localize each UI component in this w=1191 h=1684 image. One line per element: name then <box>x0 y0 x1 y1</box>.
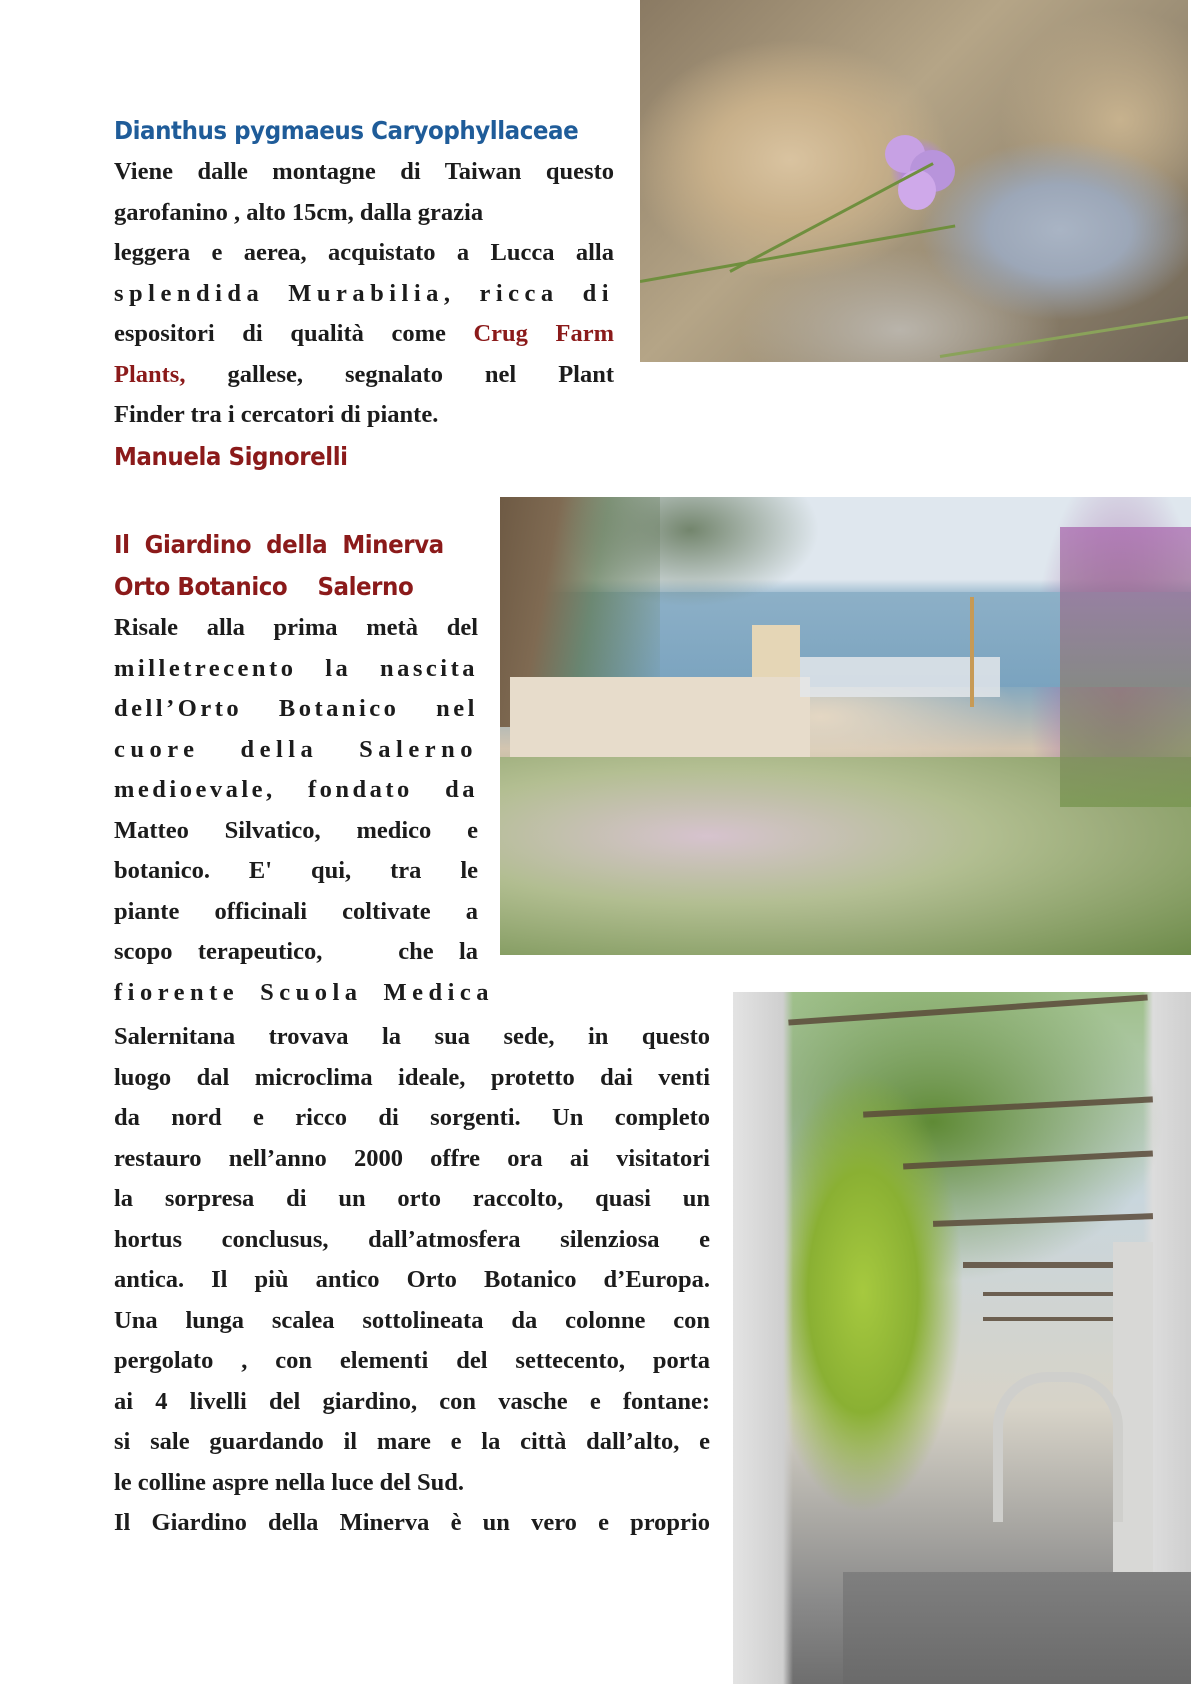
text-line: restauro nell’anno 2000 offre ora ai visitatori <box>114 1144 710 1172</box>
text-line: Il Giardino della Minerva è un vero e proprio <box>114 1509 710 1536</box>
pergola-beam <box>788 994 1148 1025</box>
text-line: Risale alla prima metà del <box>114 614 478 641</box>
stem <box>940 314 1188 358</box>
buildings <box>510 677 810 757</box>
text-line: Una lunga scalea sottolineata da colonne con <box>114 1306 710 1334</box>
text-fragment: gallese, segnalato nel Plant <box>227 360 615 388</box>
stairs <box>843 1572 1191 1684</box>
crug-farm-link[interactable]: Crug Farm <box>473 320 614 347</box>
text-line: piante officinali coltivate a <box>114 897 478 925</box>
article-title: Dianthus pygmaeus Caryophyllaceae <box>114 116 579 145</box>
dianthus-photo <box>640 0 1188 362</box>
text-line: pergolato , con elementi del settecento, porta <box>114 1347 710 1374</box>
text-line: splendida Murabilia, ricca di <box>114 279 614 307</box>
text-line: la sorpresa di un orto raccolto, quasi un <box>114 1185 710 1212</box>
crug-farm-link-cont[interactable]: Plants, <box>114 360 186 388</box>
stem <box>729 162 933 273</box>
olive-branch <box>560 497 820 607</box>
salerno-photo <box>500 497 1191 955</box>
text-line: antica. Il più antico Orto Botanico d’Europa. <box>114 1266 710 1293</box>
article-minerva-continued <box>114 1017 710 1544</box>
text-line <box>114 314 614 355</box>
article-title-line2: Orto Botanico Salerno <box>114 572 414 601</box>
pergola-photo <box>733 992 1191 1684</box>
text-line: botanico. E' qui, tra le <box>114 857 478 884</box>
pergola-beam <box>983 1317 1123 1321</box>
text-line: hortus conclusus, dall’atmosfera silenziosa e <box>114 1225 710 1253</box>
text-line: da nord e ricco di sorgenti. Un completo <box>114 1104 710 1131</box>
arch <box>993 1372 1123 1522</box>
text-line: scopo terapeutico, che la <box>114 938 478 965</box>
text-line: milletrecento la nascita <box>114 654 478 682</box>
article-minerva <box>114 524 494 1013</box>
author-name: Manuela Signorelli <box>114 441 348 471</box>
article-body-wide <box>114 1017 710 1544</box>
pergola-beam <box>983 1292 1123 1296</box>
article-dianthus <box>114 110 614 478</box>
text-line: medioevale, fondato da <box>114 776 478 803</box>
text-line: Matteo Silvatico, medico e <box>114 816 478 844</box>
text-line: leggera e aerea, acquistato a Lucca alla <box>114 239 614 266</box>
article-body-narrow <box>114 608 494 1013</box>
text-line: si sale guardando il mare e la città dall’alto, e <box>114 1428 710 1455</box>
text-line: cuore della Salerno <box>114 735 478 763</box>
text-line: luogo dal microclima ideale, protetto dai venti <box>114 1063 710 1091</box>
text-line: Salernitana trovava la sua sede, in questo <box>114 1023 710 1050</box>
text-line: garofanino , alto 15cm, dalla grazia <box>114 198 484 226</box>
article-title-line1: Il Giardino della Minerva <box>114 530 444 559</box>
text-line: fiorente Scuola Medica <box>114 978 494 1006</box>
pergola-beam <box>863 1096 1153 1117</box>
text-line: ai 4 livelli del giardino, con vasche e fontane: <box>114 1387 710 1415</box>
crane <box>970 597 974 707</box>
text-line: Viene dalle montagne di Taiwan questo <box>114 158 614 185</box>
pergola-beam <box>933 1213 1153 1227</box>
text-fragment: espositori di qualità come <box>114 320 474 347</box>
purple-loosestrife <box>1060 527 1191 807</box>
text-line: le colline aspre nella luce del Sud. <box>114 1468 465 1496</box>
text-line <box>114 355 614 396</box>
article-body <box>114 152 614 436</box>
text-line: Finder tra i cercatori di piante. <box>114 401 439 428</box>
pergola-beam <box>903 1150 1153 1169</box>
text-line: dell’Orto Botanico nel <box>114 695 478 722</box>
